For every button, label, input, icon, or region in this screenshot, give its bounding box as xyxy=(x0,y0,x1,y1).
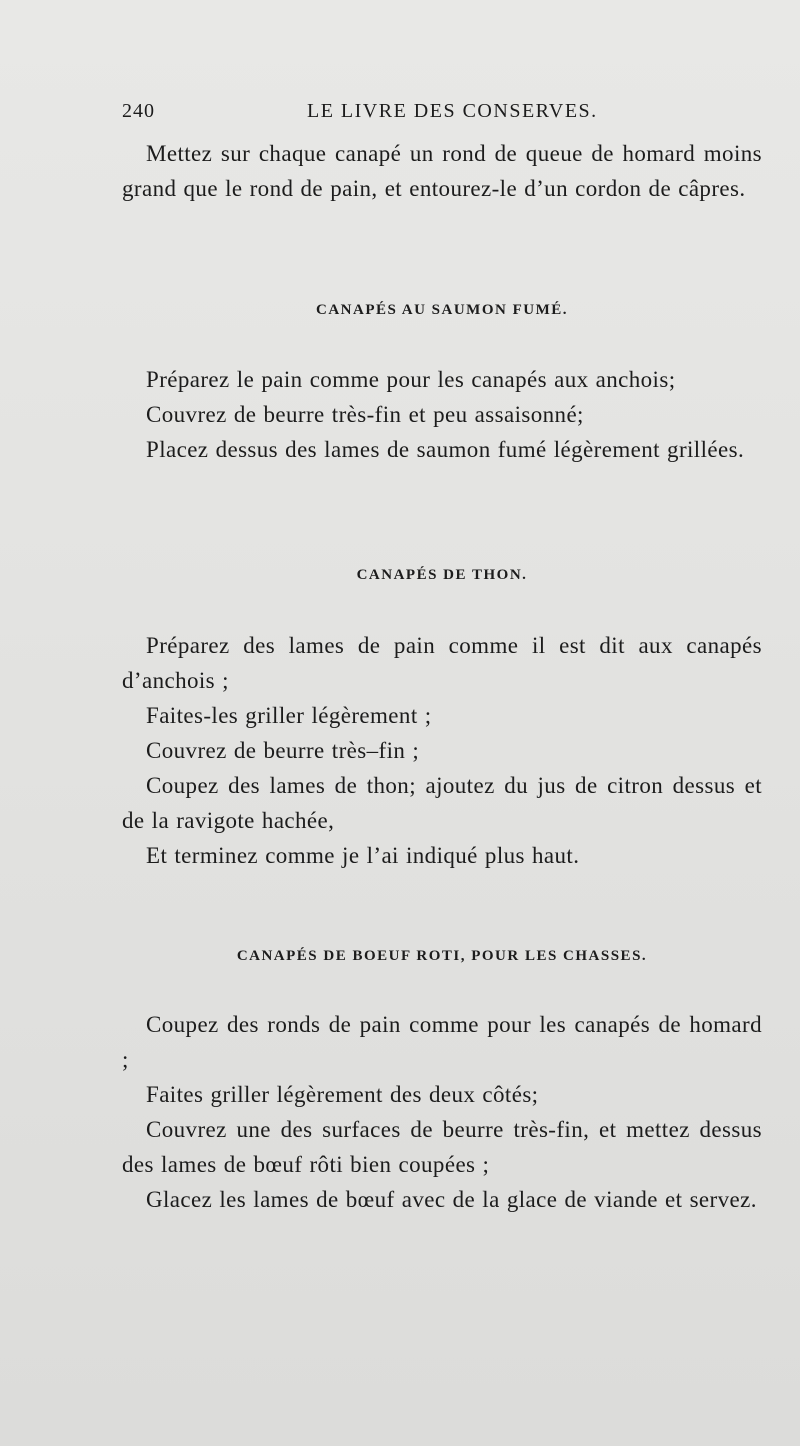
section-body-saumon-fume xyxy=(122,362,762,467)
lobster-canapes-continuation xyxy=(122,136,762,206)
running-title: LE LIVRE DES CONSERVES. xyxy=(307,100,598,122)
paragraph: Coupez des ronds de pain comme pour les canapés de homard ; xyxy=(122,1012,762,1072)
paragraph: Et terminez comme je l’ai indiqué plus haut. xyxy=(146,843,580,868)
section-title-boeuf-roti: CANAPÉS DE BOEUF ROTI, POUR LES CHASSES. xyxy=(236,948,648,964)
paragraph: Préparez des lames de pain comme il est dit aux canapés d’anchois ; xyxy=(122,633,762,693)
page-number: 240 xyxy=(122,100,155,122)
paragraph: Mettez sur chaque canapé un rond de queue de homard moins grand que le rond de pain, et entourez-le d’un cordon de câpres. xyxy=(122,141,762,201)
section-body-boeuf-roti xyxy=(122,1007,762,1217)
paragraph: Préparez le pain comme pour les canapés aux anchois; xyxy=(146,367,676,392)
section-title-thon: CANAPÉS DE THON. xyxy=(356,567,528,583)
paragraph: Couvrez de beurre très–fin ; xyxy=(146,738,420,763)
paragraph: Placez dessus des lames de saumon fumé légèrement grillées. xyxy=(146,437,745,462)
paragraph: Coupez des lames de thon; ajoutez du jus de citron dessus et de la ravigote hachée, xyxy=(122,773,762,833)
running-header xyxy=(122,100,762,130)
paragraph: Couvrez une des surfaces de beurre très-fin, et mettez dessus des lames de bœuf rôti bien coupées ; xyxy=(122,1117,762,1177)
section-title-saumon-fume: CANAPÉS AU SAUMON FUMÉ. xyxy=(316,302,568,318)
paragraph: Faites griller légèrement des deux côtés; xyxy=(146,1082,539,1107)
section-body-thon xyxy=(122,628,762,873)
paragraph: Glacez les lames de bœuf avec de la glace de viande et servez. xyxy=(146,1187,757,1212)
paragraph: Couvrez de beurre très-fin et peu assaisonné; xyxy=(146,402,584,427)
paragraph: Faites-les griller légèrement ; xyxy=(146,703,432,728)
